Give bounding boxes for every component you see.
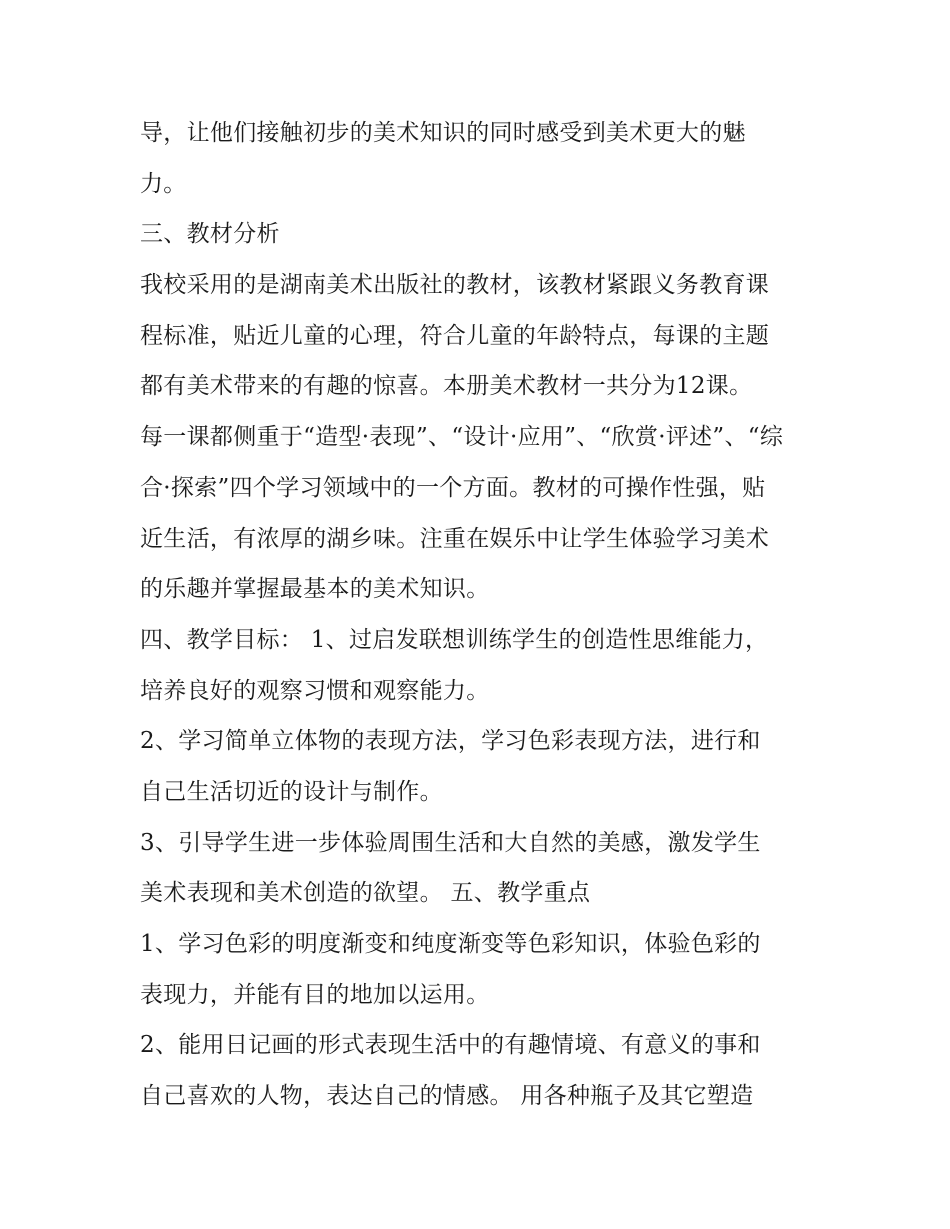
text-line: 近生活，有浓厚的湖乡味。注重在娱乐中让学生体验学习美术 [140, 525, 770, 552]
text-line: 力。 [140, 170, 187, 197]
text-line: 合·探索”四个学习领域中的一个方面。教材的可操作性强，贴 [140, 474, 766, 501]
text-line: 都有美术带来的有趣的惊喜。本册美术教材一共分为12课。 [140, 373, 753, 400]
section-heading: 三、教材分析 [140, 221, 280, 248]
text-line: 每一课都侧重于“造型·表现”、“设计·应用”、“欣赏·评述”、“综 [140, 424, 784, 451]
text-line: 1、学习色彩的明度渐变和纯度渐变等色彩知识，体验色彩的 [140, 931, 761, 957]
section-heading: 四、教学目标： 1、过启发联想训练学生的创造性思维能力， [140, 626, 769, 653]
text-line: 美术表现和美术创造的欲望。 五、教学重点 [140, 880, 591, 907]
text-line: 我校采用的是湖南美术出版社的教材，该教材紧跟义务教育课 [140, 272, 770, 299]
text-line: 表现力，并能有目的地加以运用。 [140, 981, 490, 1008]
text-line: 程标准，贴近儿童的心理，符合儿童的年龄特点，每课的主题 [140, 322, 770, 349]
text-line: 2、能用日记画的形式表现生活中的有趣情境、有意义的事和 [140, 1032, 761, 1059]
text-line: 培养良好的观察习惯和观察能力。 [140, 677, 490, 704]
text-line: 自己喜欢的人物，表达自己的情感。 用各种瓶子及其它塑造 [140, 1083, 754, 1110]
document-body [140, 108, 830, 1122]
text-line: 的乐趣并掌握最基本的美术知识。 [140, 576, 490, 603]
text-line: 2、学习简单立体物的表现方法，学习色彩表现方法，进行和 [140, 728, 761, 755]
text-line: 导，让他们接触初步的美术知识的同时感受到美术更大的魅 [140, 120, 746, 146]
text-line: 自己生活切近的设计与制作。 [140, 778, 443, 805]
text-line: 3、引导学生进一步体验周围生活和大自然的美感，激发学生 [140, 829, 761, 856]
